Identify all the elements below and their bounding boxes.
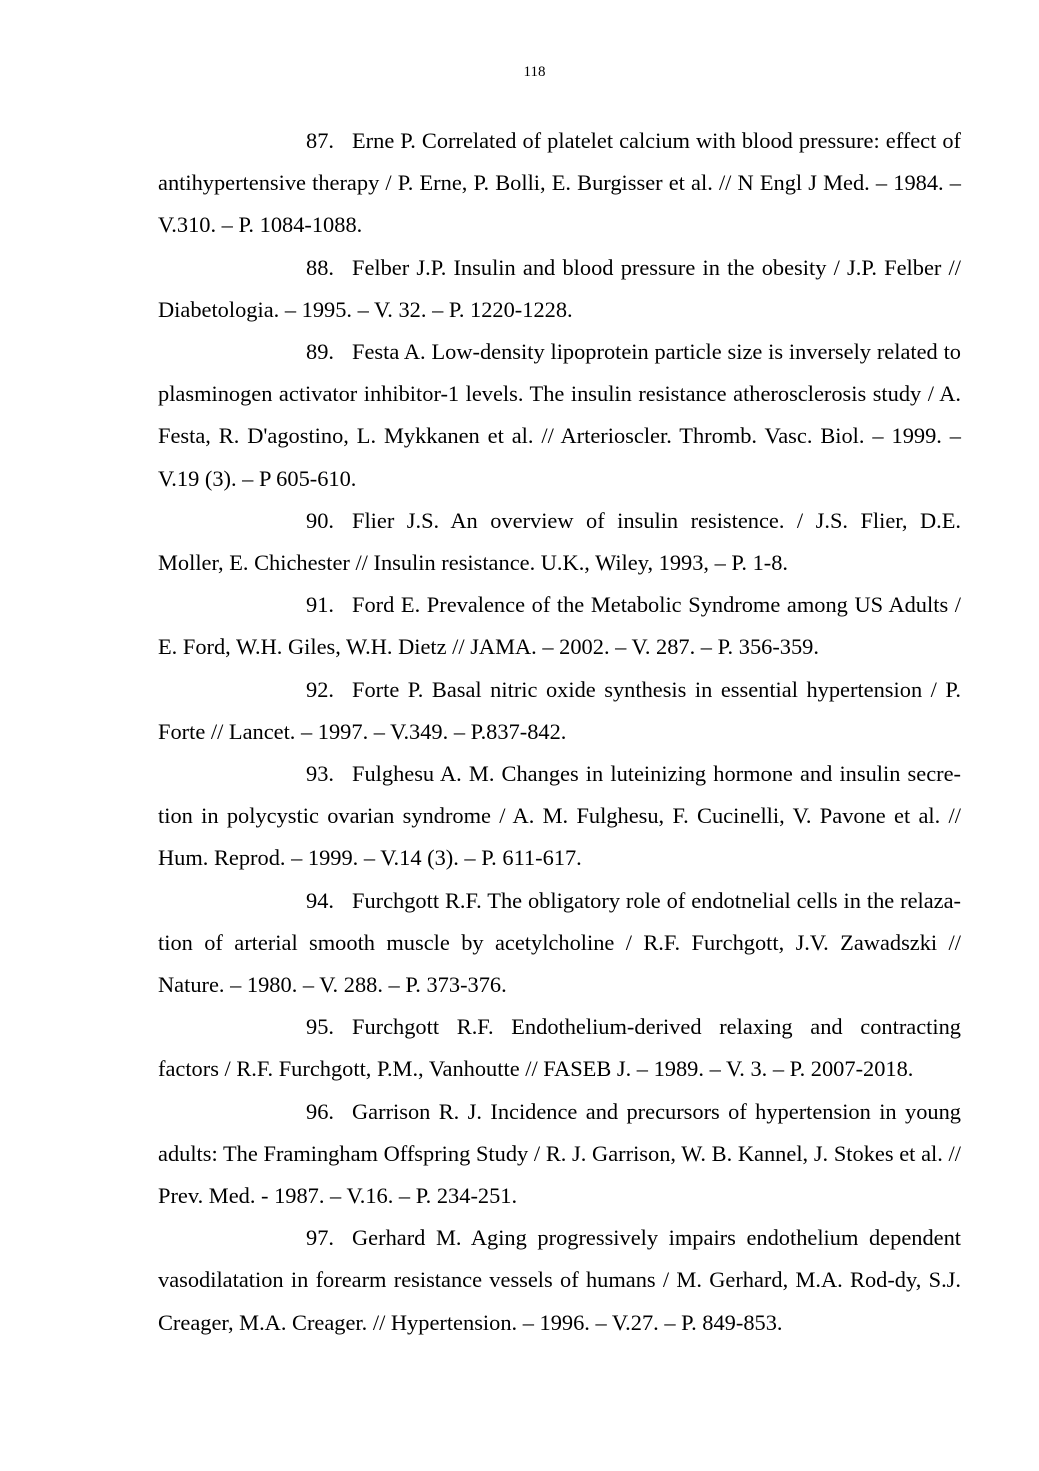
reference-number: 97. xyxy=(306,1225,334,1251)
reference-text: Forte P. Basal nitric oxide synthesis in essential hypertension / P. Forte // Lancet. – 1997. – V.349. – P.837-842. xyxy=(158,676,961,744)
reference-number: 91. xyxy=(306,592,334,618)
reference-text: Erne P. Correlated of platelet calcium with blood pressure: effect of antihypertensive therapy / P. Erne, P. Bolli, E. Burgisser et al. // N Engl J Med. – 1984. – V.310. – P. 1084-1088. xyxy=(158,128,961,238)
reference-text: Ford E. Prevalence of the Metabolic Syndrome among US Adults / E. Ford, W.H. Giles, W.H. Dietz // JAMA. – 2002. – V. 287. – P. 356-359. xyxy=(158,592,961,660)
reference-number: 93. xyxy=(306,761,334,787)
reference-text: Furchgott R.F. Endothelium-derived relaxing and contracting factors / R.F. Furchgott, P.M., Vanhoutte // FASEB J. – 1989. – V. 3. – P. 2007-2018. xyxy=(158,1014,961,1082)
reference-item xyxy=(158,584,961,668)
reference-number: 89. xyxy=(306,339,334,365)
reference-text: Fulghesu A. M. Changes in luteinizing hormone and insulin secre-tion in polycystic ovarian syndrome / A. M. Fulghesu, F. Cucinelli, V. Pavone et al. // Hum. Reprod. – 1999. – V.14 (3). – P. 611-617. xyxy=(158,761,961,871)
reference-number: 88. xyxy=(306,254,334,280)
reference-item xyxy=(158,120,961,247)
reference-number: 95. xyxy=(306,1014,334,1040)
reference-number: 92. xyxy=(306,676,334,702)
reference-text: Felber J.P. Insulin and blood pressure in the obesity / J.P. Felber // Diabetologia. – 1995. – V. 32. – P. 1220-1228. xyxy=(158,254,961,322)
reference-list xyxy=(158,120,961,1344)
reference-item xyxy=(158,247,961,331)
reference-number: 96. xyxy=(306,1098,334,1124)
reference-text: Festa A. Low-density lipoprotein particle size is inversely related to plasminogen activator inhibitor-1 levels. The insulin resistance atherosclerosis study / A. Festa, R. D'agostino, L. Mykkanen et al. // Arterioscler. Thromb. Vasc. Biol. – 1999. – V.19 (3). – P 605-610. xyxy=(158,339,961,491)
reference-item xyxy=(158,1006,961,1090)
reference-text: Furchgott R.F. The obligatory role of endotnelial cells in the relaza-tion of arterial smooth muscle by acetylcholine / R.F. Furchgott, J.V. Zawadszki // Nature. – 1980. – V. 288. – P. 373-376. xyxy=(158,887,961,998)
reference-item xyxy=(158,1091,961,1218)
reference-item xyxy=(158,1217,961,1344)
reference-text: Gerhard M. Aging progressively impairs endothelium dependent vasodilatation in forearm resistance vessels of humans / M. Gerhard, M.A. Rod-dy, S.J. Creager, M.A. Creager. // Hypertension. – 1996. – V.27. – P. 849-853. xyxy=(158,1225,961,1335)
reference-number: 90. xyxy=(306,507,334,533)
reference-item xyxy=(158,669,961,753)
reference-text: Flier J.S. An overview of insulin resistence. / J.S. Flier, D.E. Moller, E. Chichester // Insulin resistance. U.K., Wiley, 1993, – P. 1-8. xyxy=(158,507,961,576)
reference-number: 87. xyxy=(306,128,334,153)
reference-text: Garrison R. J. Incidence and precursors of hypertension in young adults: The Framingham Offspring Study / R. J. Garrison, W. B. Kannel, J. Stokes et al. // Prev. Med. - 1987. – V.16. – P. 234-251. xyxy=(158,1098,961,1209)
reference-item xyxy=(158,753,961,880)
page-number: 118 xyxy=(523,64,546,80)
reference-item xyxy=(158,331,961,500)
reference-number: 94. xyxy=(306,887,334,913)
reference-item xyxy=(158,880,961,1007)
reference-item xyxy=(158,500,961,584)
